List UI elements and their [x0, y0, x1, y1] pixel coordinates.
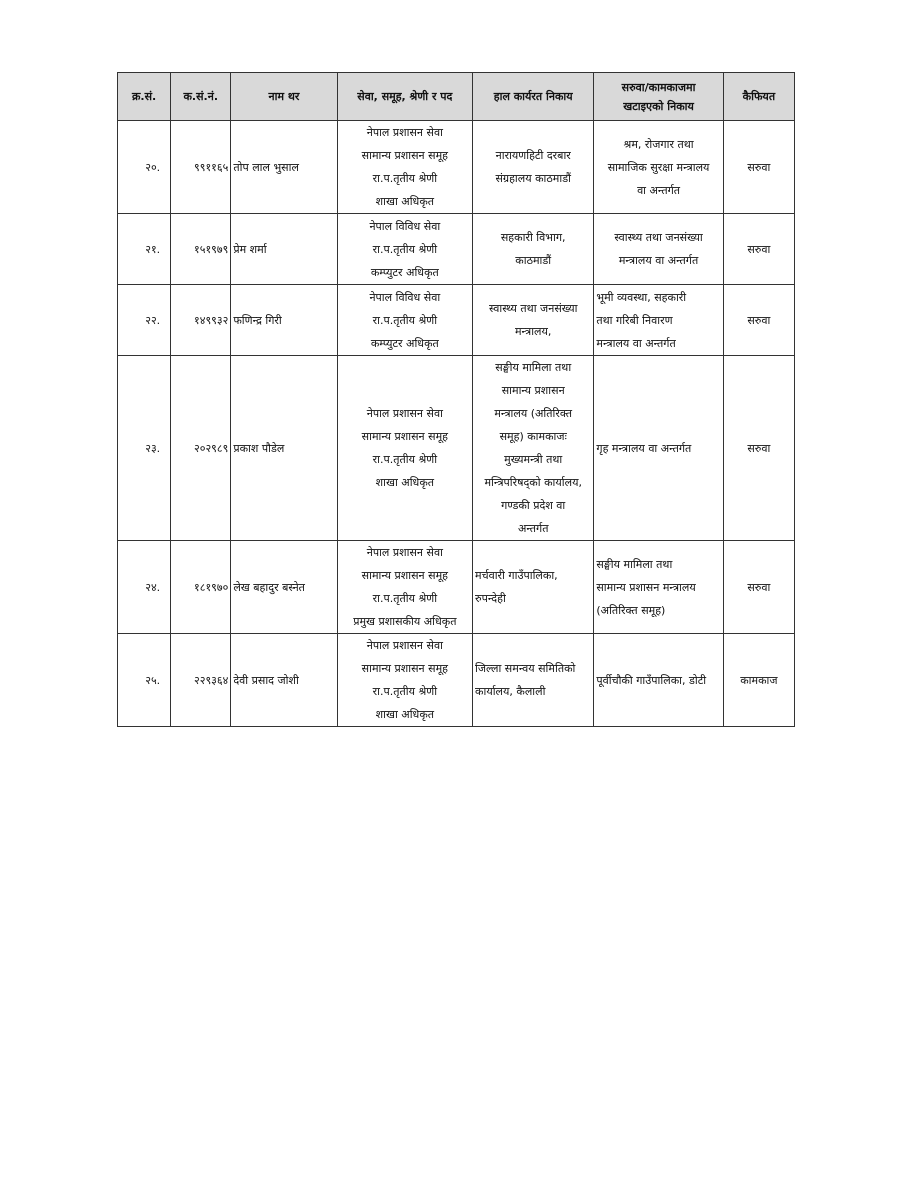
row-office: [473, 356, 594, 541]
row-code: २०२९८९: [171, 356, 231, 541]
header-row: [118, 73, 795, 121]
cell-line: सङ्घीय मामिला तथा: [495, 361, 572, 374]
cell-line: श्रम, रोजगार तथा: [623, 137, 694, 151]
row-sn: २४.: [118, 541, 171, 634]
cell-line: मर्चवारी गाउँपालिका,: [475, 569, 558, 582]
cell-line: गृह मन्त्रालय वा अन्तर्गत: [596, 441, 692, 455]
cell-line: रा.प.तृतीय श्रेणी: [372, 592, 438, 605]
row-office: [473, 634, 594, 727]
cell-line: मन्त्रालय वा अन्तर्गत: [618, 254, 699, 267]
row-office: [473, 121, 594, 214]
cell-line: रा.प.तृतीय श्रेणी: [372, 453, 438, 466]
transfer-table: [117, 72, 795, 727]
cell-line: शाखा अधिकृत: [375, 708, 435, 721]
cell-line: मुख्यमन्त्री तथा: [504, 453, 563, 466]
row-code: ९९११६५: [171, 121, 231, 214]
row-name: फणिन्द्र गिरी: [231, 285, 337, 356]
row-code: २२९३६४: [171, 634, 231, 727]
cell-line: नेपाल प्रशासन सेवा: [366, 546, 443, 559]
table-row: [118, 356, 795, 541]
header-destination-line2: खटाइएको निकाय: [623, 99, 694, 113]
cell-line: नेपाल विविध सेवा: [369, 290, 441, 304]
cell-line: नेपाल प्रशासन सेवा: [366, 639, 443, 652]
cell-line: सामान्य प्रशासन समूह: [361, 430, 448, 443]
row-post: [337, 356, 472, 541]
row-destination: [594, 214, 723, 285]
cell-line: नेपाल विविध सेवा: [369, 219, 441, 233]
cell-line: प्रमुख प्रशासकीय अधिकृत: [353, 615, 457, 628]
cell-line: कम्प्युटर अधिकृत: [370, 336, 439, 350]
row-destination: [594, 634, 723, 727]
row-name: लेख बहादुर बस्नेत: [231, 541, 337, 634]
row-destination: [594, 356, 723, 541]
cell-line: सङ्घीय मामिला तथा: [596, 557, 673, 571]
cell-line: मन्त्रालय,: [514, 325, 552, 338]
cell-line: कम्प्युटर अधिकृत: [370, 265, 439, 279]
row-post: [337, 285, 472, 356]
cell-line: नेपाल प्रशासन सेवा: [366, 126, 443, 139]
row-office: [473, 285, 594, 356]
cell-line: सामान्य प्रशासन मन्त्रालय: [596, 580, 696, 594]
cell-line: मन्त्रालय वा अन्तर्गत: [596, 336, 676, 350]
row-remark: सरुवा: [723, 285, 794, 356]
row-office: [473, 214, 594, 285]
cell-line: भूमी व्यवस्था, सहकारी: [596, 290, 687, 304]
row-office: [473, 541, 594, 634]
cell-line: रुपन्देही: [475, 592, 506, 605]
cell-line: स्वास्थ्य तथा जनसंख्या: [488, 302, 578, 315]
cell-line: मन्त्रालय (अतिरिक्त: [494, 407, 573, 420]
row-name: तोप लाल भुसाल: [231, 121, 337, 214]
cell-line: सामान्य प्रशासन: [501, 384, 565, 397]
cell-line: सामाजिक सुरक्षा मन्त्रालय: [607, 160, 710, 174]
row-sn: २१.: [118, 214, 171, 285]
row-post: [337, 634, 472, 727]
table-header: [118, 73, 795, 121]
header-destination-line1: सरुवा/कामकाजमा: [621, 80, 696, 94]
cell-line: नारायणहिटी दरबार: [495, 149, 571, 162]
header-office: हाल कार्यरत निकाय: [473, 73, 594, 121]
cell-line: गण्डकी प्रदेश वा: [501, 499, 566, 512]
row-remark: कामकाज: [723, 634, 794, 727]
cell-line: रा.प.तृतीय श्रेणी: [372, 172, 438, 185]
header-name: नाम थर: [231, 73, 337, 121]
header-post: सेवा, समूह, श्रेणी र पद: [337, 73, 472, 121]
row-remark: सरुवा: [723, 541, 794, 634]
row-sn: २३.: [118, 356, 171, 541]
cell-line: रा.प.तृतीय श्रेणी: [372, 313, 438, 327]
table-row: [118, 121, 795, 214]
row-remark: सरुवा: [723, 214, 794, 285]
row-sn: २२.: [118, 285, 171, 356]
row-sn: २०.: [118, 121, 171, 214]
cell-line: (अतिरिक्त समूह): [596, 603, 666, 617]
table-row: [118, 634, 795, 727]
cell-line: मन्त्रिपरिषद्को कार्यालय,: [484, 476, 582, 489]
cell-line: रा.प.तृतीय श्रेणी: [372, 242, 438, 256]
cell-line: वा अन्तर्गत: [637, 183, 681, 197]
cell-line: शाखा अधिकृत: [375, 476, 435, 489]
table-row: [118, 214, 795, 285]
table-body: [118, 121, 795, 727]
cell-line: सामान्य प्रशासन समूह: [361, 662, 448, 675]
row-destination: [594, 285, 723, 356]
cell-line: समूह) कामकाजः: [499, 430, 567, 443]
cell-line: कार्यालय, कैलाली: [475, 685, 546, 698]
cell-line: जिल्ला समन्वय समितिको: [475, 662, 576, 675]
cell-line: अन्तर्गत: [517, 522, 549, 535]
cell-line: रा.प.तृतीय श्रेणी: [372, 685, 438, 698]
header-remark: कैफियत: [723, 73, 794, 121]
cell-line: काठमाडौं: [515, 254, 552, 267]
row-post: [337, 214, 472, 285]
header-code: क.सं.नं.: [171, 73, 231, 121]
row-code: १८१९७०: [171, 541, 231, 634]
row-remark: सरुवा: [723, 356, 794, 541]
cell-line: पूर्वीचौकी गाउँपालिका, डोटी: [596, 673, 707, 687]
cell-line: नेपाल प्रशासन सेवा: [366, 407, 443, 420]
row-name: देवी प्रसाद जोशी: [231, 634, 337, 727]
cell-line: सहकारी विभाग,: [500, 231, 566, 244]
cell-line: सामान्य प्रशासन समूह: [361, 569, 448, 582]
header-destination: [594, 73, 723, 121]
cell-line: तथा गरिबी निवारण: [596, 313, 673, 327]
row-post: [337, 121, 472, 214]
row-name: प्रकाश पौडेल: [231, 356, 337, 541]
row-name: प्रेम शर्मा: [231, 214, 337, 285]
cell-line: संग्रहालय काठमाडौं: [495, 172, 571, 185]
row-sn: २५.: [118, 634, 171, 727]
row-destination: [594, 541, 723, 634]
row-remark: सरुवा: [723, 121, 794, 214]
row-code: १४९९३२: [171, 285, 231, 356]
cell-line: स्वास्थ्य तथा जनसंख्या: [614, 231, 703, 244]
cell-line: सामान्य प्रशासन समूह: [361, 149, 448, 162]
row-code: १५१९७९: [171, 214, 231, 285]
row-post: [337, 541, 472, 634]
cell-line: शाखा अधिकृत: [375, 195, 435, 208]
table-row: [118, 285, 795, 356]
row-destination: [594, 121, 723, 214]
header-sn: क्र.सं.: [118, 73, 171, 121]
table-row: [118, 541, 795, 634]
